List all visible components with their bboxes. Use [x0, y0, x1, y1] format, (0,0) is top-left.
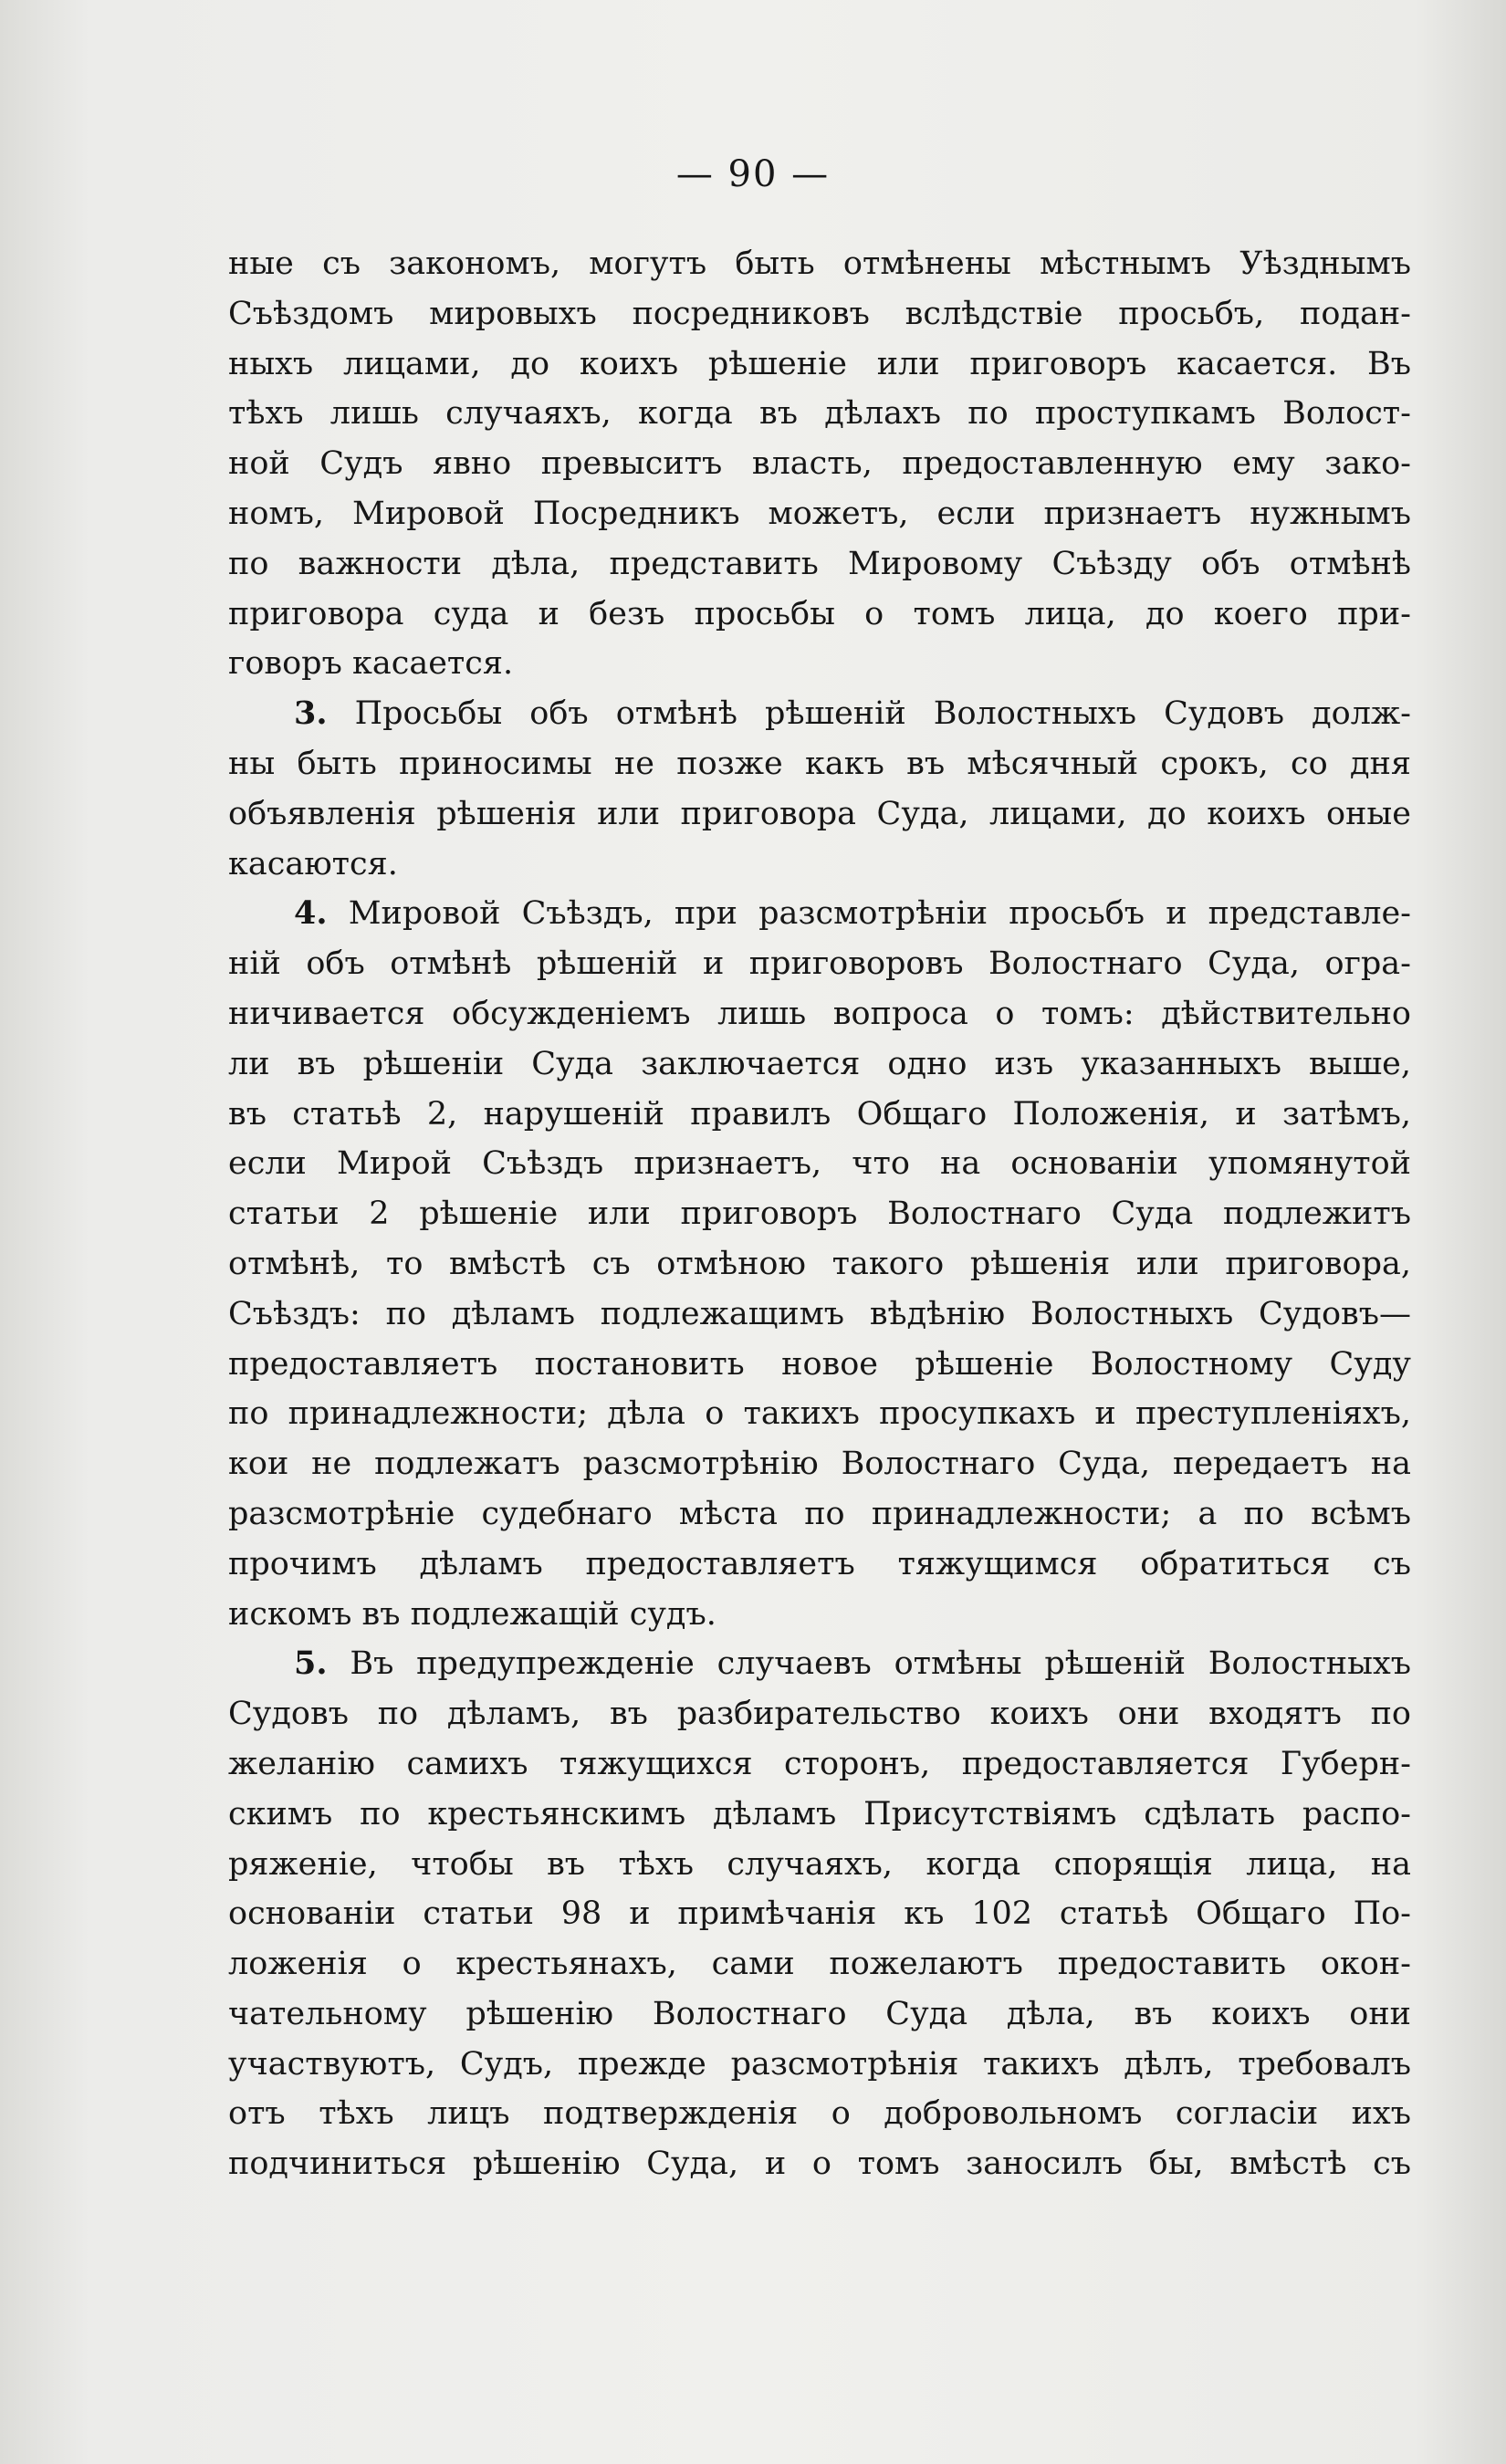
line-text: искомъ въ подлежащій судъ. — [228, 1595, 716, 1633]
text-line — [228, 389, 1411, 439]
text-line — [228, 1540, 1411, 1590]
text-line — [228, 239, 1411, 289]
line-text: подчиниться рѣшенію Суда, и о томъ заносилъ бы, вмѣстѣ съ — [228, 2146, 1411, 2183]
line-text: ложенія о крестьянахъ, сами пожелаютъ предоставить окон- — [228, 1946, 1411, 1983]
line-text: желанію самихъ тяжущихся сторонъ, предоставляется Губерн- — [228, 1745, 1411, 1782]
text-line — [228, 489, 1411, 539]
line-text: ные съ закономъ, могутъ быть отмѣнены мѣстнымъ Уѣзднымъ — [228, 245, 1411, 282]
text-line — [228, 789, 1411, 840]
text-line — [228, 1989, 1411, 2040]
page-number: — 90 — — [675, 153, 831, 195]
text-line — [228, 289, 1411, 339]
paragraph-number: 4. — [294, 894, 328, 933]
text-line — [228, 2040, 1411, 2090]
text-line — [228, 989, 1411, 1039]
text-line — [228, 939, 1411, 989]
line-text: если Мирой Съѣздъ признаетъ, что на основаніи упомянутой — [228, 1145, 1411, 1183]
text-line — [228, 2089, 1411, 2139]
body-text — [228, 239, 1411, 2189]
text-line — [228, 1389, 1411, 1439]
line-text: статьи 2 рѣшеніе или приговоръ Волостнаго Суда подлежитъ — [228, 1195, 1411, 1233]
text-line — [228, 639, 1411, 689]
line-text: ны быть приносимы не позже какъ въ мѣсячный срокъ, со дня — [228, 745, 1411, 782]
paragraph-number: 3. — [294, 694, 328, 733]
text-line — [228, 889, 1411, 939]
line-text: въ статьѣ 2, нарушеній правилъ Общаго Положенія, и затѣмъ, — [228, 1095, 1411, 1133]
text-line — [228, 1340, 1411, 1390]
line-text: по принадлежности; дѣла о такихъ просупкахъ и преступленіяхъ, — [228, 1395, 1411, 1433]
line-text: чательному рѣшенію Волостнаго Суда дѣла, въ коихъ они — [228, 1995, 1411, 2032]
text-line — [228, 1189, 1411, 1239]
text-line — [228, 539, 1411, 590]
line-text: касаются. — [228, 845, 398, 882]
line-text: отъ тѣхъ лицъ подтвержденія о добровольномъ согласіи ихъ — [228, 2095, 1411, 2133]
text-line — [228, 1139, 1411, 1189]
line-text: номъ, Мировой Посредникъ можетъ, если признаетъ нужнымъ — [228, 495, 1411, 532]
text-line — [228, 739, 1411, 789]
line-text: Въ предупрежденіе случаевъ отмѣны рѣшеній Волостныхъ — [327, 1645, 1411, 1683]
line-text: Съѣздомъ мировыхъ посредниковъ вслѣдствіе просьбъ, подан- — [228, 295, 1411, 332]
line-text: ній объ отмѣнѣ рѣшеній и приговоровъ Волостнаго Суда, огра- — [228, 945, 1411, 983]
line-text: предоставляетъ постановить новое рѣшеніе Волостному Суду — [228, 1345, 1411, 1383]
line-text: прочимъ дѣламъ предоставляетъ тяжущимся обратиться съ — [228, 1545, 1411, 1582]
line-text: объявленія рѣшенія или приговора Суда, лицами, до коихъ оные — [228, 795, 1411, 832]
text-line — [228, 1239, 1411, 1289]
text-line — [228, 1289, 1411, 1340]
paragraph-number: 5. — [294, 1644, 328, 1683]
text-line — [228, 1489, 1411, 1540]
text-line — [228, 1439, 1411, 1489]
line-text: ничивается обсужденіемъ лишь вопроса о томъ: дѣйствительно — [228, 995, 1411, 1032]
line-text: отмѣнѣ, то вмѣстѣ съ отмѣною такого рѣшенія или приговора, — [228, 1245, 1411, 1282]
text-line — [228, 1889, 1411, 1939]
line-text: ли въ рѣшеніи Суда заключается одно изъ указанныхъ выше, — [228, 1045, 1411, 1082]
text-line — [228, 590, 1411, 640]
line-text: кои не подлежатъ разсмотрѣнію Волостнаго Суда, передаетъ на — [228, 1446, 1411, 1483]
text-line — [228, 1090, 1411, 1140]
line-text: приговора суда и безъ просьбы о томъ лица, до коего при- — [228, 595, 1411, 632]
line-text: говоръ касается. — [228, 645, 514, 683]
line-text: скимъ по крестьянскимъ дѣламъ Присутствіямъ сдѣлать распо- — [228, 1795, 1411, 1832]
text-line — [228, 1790, 1411, 1840]
line-text: тѣхъ лишь случаяхъ, когда въ дѣлахъ по проступкамъ Волост- — [228, 395, 1411, 433]
text-line — [228, 1739, 1411, 1790]
line-text: Мировой Съѣздъ, при разсмотрѣніи просьбъ и представле- — [327, 895, 1411, 933]
text-line — [228, 1039, 1411, 1090]
line-text: Просьбы объ отмѣнѣ рѣшеній Волостныхъ Судовъ долж- — [327, 695, 1411, 733]
line-text: по важности дѣла, представить Мировому Съѣзду объ отмѣнѣ — [228, 545, 1411, 582]
line-text: участвуютъ, Судъ, прежде разсмотрѣнія такихъ дѣлъ, требовалъ — [228, 2045, 1411, 2083]
line-text: ныхъ лицами, до коихъ рѣшеніе или приговоръ касается. Въ — [228, 345, 1411, 382]
text-line — [228, 689, 1411, 739]
text-line — [228, 1939, 1411, 1989]
text-line — [228, 1639, 1411, 1689]
line-text: ной Судъ явно превыситъ власть, предоставленную ему зако- — [228, 445, 1411, 483]
text-line — [228, 1590, 1411, 1640]
line-text: основаніи статьи 98 и примѣчанія къ 102 статьѣ Общаго По- — [228, 1895, 1411, 1933]
text-line — [228, 339, 1411, 390]
line-text: ряженіе, чтобы въ тѣхъ случаяхъ, когда спорящія лица, на — [228, 1845, 1411, 1883]
text-line — [228, 1689, 1411, 1739]
text-line — [228, 2139, 1411, 2189]
line-text: Съѣздъ: по дѣламъ подлежащимъ вѣдѣнію Волостныхъ Судовъ— — [228, 1295, 1411, 1332]
text-line — [228, 1840, 1411, 1890]
text-line — [228, 840, 1411, 890]
text-line — [228, 439, 1411, 489]
line-text: Судовъ по дѣламъ, въ разбирательство коихъ они входятъ по — [228, 1696, 1411, 1733]
line-text: разсмотрѣніе судебнаго мѣста по принадлежности; а по всѣмъ — [228, 1495, 1411, 1532]
